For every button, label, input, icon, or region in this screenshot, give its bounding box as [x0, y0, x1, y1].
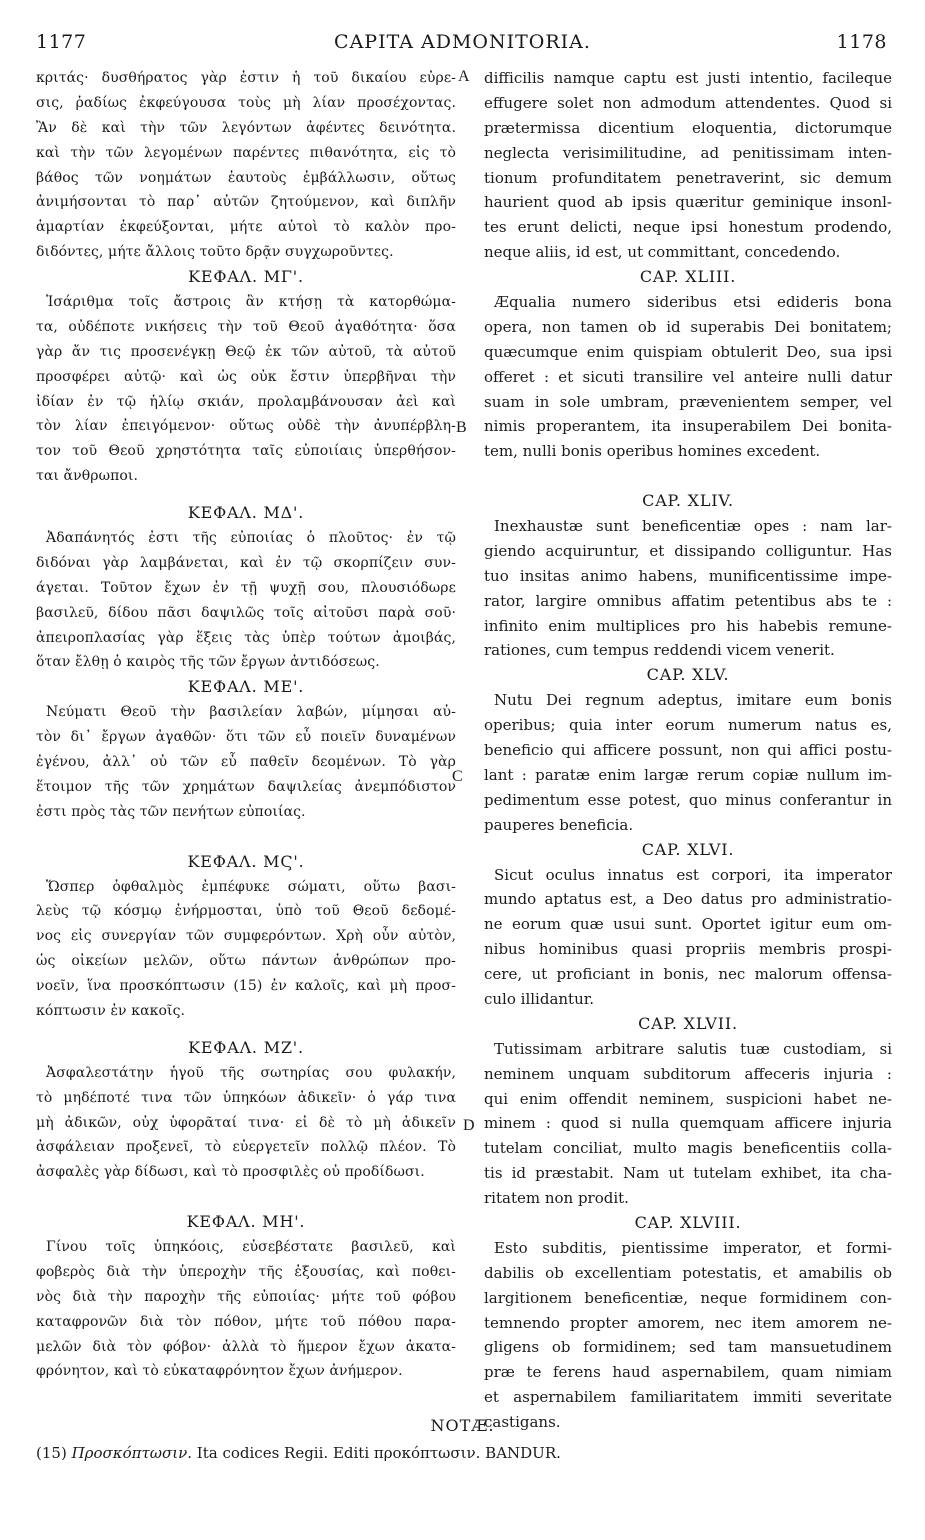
margin-marker-c: C: [452, 768, 463, 785]
page-number-left: 1177: [36, 31, 87, 53]
latin-spacer: [484, 464, 892, 489]
greek-text-line: βασιλεῦ, δίδου πᾶσι δαψιλῶς τοῖς αἰτοῦσι παρὰ σοῦ·: [36, 604, 456, 621]
greek-text-line: Νεύματι Θεοῦ τὴν βασιλείαν λαβών, μίμησαι αὐ-: [46, 704, 456, 721]
greek-text-line: ἀνιμήσονται τὸ παρ᾽ αὐτῶν ζητούμενον, καὶ διπλῆν: [36, 194, 456, 211]
latin-text-line: operibus; quia inter eorum numerum natus es,: [484, 716, 892, 735]
latin-text-line: tem, nulli bonis operibus homines excedent.: [484, 442, 821, 461]
latin-text-line: gligens ob formidinem; sed tam mansuetudinem: [484, 1338, 892, 1357]
latin-text-line: minem : quod si nulla quemquam afficere injuria: [484, 1114, 892, 1133]
greek-text-line: προσφέρει αὐτῷ· καὶ ὡς οὐκ ἔστιν ὑπερβῆναι τὴν: [36, 368, 456, 385]
latin-text-line: giendo acquiruntur, et dissipando colliguntur. Has: [484, 541, 892, 560]
latin-text-line: dabilis ob excellentiam potestatis, et amabilis ob: [484, 1263, 892, 1282]
latin-column: [484, 66, 892, 1435]
greek-text-line: διδόναι γὰρ λαμβάνεται, καὶ ἐν τῷ σκορπίζειν συν-: [36, 554, 456, 571]
greek-text-line: τὸν λίαν ἐπειγόμενον· οὕτως οὐδὲ τὴν ἀνυπέρβλη-: [36, 418, 456, 435]
greek-text-line: νος εἰς συνεργίαν τῶν συμφερόντων. Χρὴ οὖν αὐτὸν,: [36, 928, 456, 945]
latin-text-line: Tutissimam arbitrare salutis tuæ custodiam, si: [494, 1039, 892, 1058]
latin-text-line: tionum profunditatem penetraverint, sic demum: [484, 168, 892, 187]
page-number-right: 1178: [836, 31, 887, 53]
greek-chapter-heading: ΚΕΦΑΛ. ΜΔ'.: [187, 503, 305, 523]
latin-text-line: et aspernabilem familiaritatem immiti severitate: [484, 1388, 892, 1407]
latin-text-line: neminem unquam subditorum affeceris injuria :: [484, 1064, 892, 1083]
greek-spacer: [36, 825, 456, 850]
greek-text-line: καταφρονῶν διὰ τὸν πόθον, μήτε τοῦ πόθου παρα-: [36, 1313, 456, 1330]
footnote-author: BANDUR.: [485, 1444, 561, 1462]
latin-chapter-heading: CAP. XLVI.: [641, 839, 735, 859]
greek-text-line: Γίνου τοῖς ὑπηκόοις, εὐσεβέστατε βασιλεῦ, καὶ: [46, 1238, 456, 1255]
greek-text-line: Ἀσφαλεστάτην ἡγοῦ τῆς σωτηρίας σου φυλακήν,: [46, 1064, 456, 1081]
greek-text-line: τον τοῦ Θεοῦ χρηστότητα ταῖς εὐποιίαις ὑπερθήσον-: [36, 443, 456, 460]
latin-text-line: culo illidantur.: [484, 989, 595, 1008]
latin-text-line: opera, non tamen ob id superabis Dei bonitatem;: [484, 317, 892, 336]
latin-text-line: neglecta verisimilitudine, ad penitissimam inten-: [484, 143, 892, 162]
margin-marker-b: B: [456, 419, 467, 436]
greek-text-line: μὴ ἀδικῶν, οὐχ ὑφορᾶταί τινα· εἰ δὲ τὸ μὴ ἀδικεῖν: [36, 1114, 456, 1131]
latin-text-line: suam in sole umbram, prævenientem semper, vel: [484, 392, 892, 411]
latin-text-line: prætermissa dicentium eloquentia, dictorumque: [484, 118, 892, 137]
greek-text-line: λεὺς τῷ κόσμῳ ἐνήρμοσται, ὑπὸ τοῦ Θεοῦ δεδομέ-: [36, 903, 456, 920]
greek-column: [36, 66, 456, 1384]
latin-chapter-heading: CAP. XLIII.: [639, 267, 737, 287]
latin-text-line: Inexhaustæ sunt beneficentiæ opes : nam lar-: [494, 517, 892, 536]
greek-text-line: γὰρ ἄν τις προσενέγκῃ Θεῷ ἐκ τῶν αὐτοῦ, τὰ αὐτοῦ: [36, 343, 456, 360]
latin-text-line: infinito enim multiplices pro his habebis remune-: [484, 616, 892, 635]
running-title: CAPITA ADMONITORIA.: [334, 31, 591, 53]
greek-chapter-heading: ΚΕΦΑΛ. ΜΗ'.: [186, 1212, 306, 1232]
latin-text-line: offeret : et sicuti transilire vel anteire nulli datur: [484, 367, 892, 386]
greek-text-line: τα, οὐδέποτε νικήσεις τὴν τοῦ Θεοῦ ἀγαθότητα· ὅσα: [36, 318, 456, 335]
latin-text-line: lant : paratæ enim largæ rerum copiæ nullum im-: [484, 765, 892, 784]
greek-spacer: [36, 1185, 456, 1210]
greek-text-line: διδόντες, μήτε ἄλλοις τοῦτο δρᾷν συγχωροῦντες.: [36, 244, 394, 261]
greek-text-line: Ἀδαπάνητός ἐστι τῆς εὐποιίας ὁ πλοῦτος· ἐν τῷ: [46, 530, 456, 547]
footnote-15: [36, 1444, 561, 1462]
latin-text-line: Esto subditis, pientissime imperator, et formi-: [494, 1238, 892, 1257]
greek-text-line: ἀσφαλὲς γὰρ δίδωσι, καὶ τὸ προσφιλὲς οὐ προδίδωσι.: [36, 1164, 425, 1181]
latin-text-line: largitionem beneficentiæ, neque formidinem con-: [484, 1288, 892, 1307]
latin-text-line: rationes, cum tempus reddendi vicem venerit.: [484, 641, 835, 660]
latin-chapter-heading: CAP. XLVII.: [638, 1013, 738, 1033]
greek-text-line: ἰδίαν ἐν τῷ ἡλίῳ σκιάν, προλαμβάνουσαν ἀεὶ καὶ: [36, 393, 456, 410]
greek-text-line: ἕτοιμον τῆς τῶν χρημάτων δαψιλείας ἀνεμπόδιστον: [36, 778, 456, 795]
greek-chapter-heading: ΚΕΦΑΛ. ΜΕ'.: [187, 677, 305, 697]
greek-chapter-heading: ΚΕΦΑΛ. ΜΓ'.: [188, 267, 304, 287]
greek-text-line: ὅταν ἔλθῃ ὁ καιρὸς τῆς τῶν ἔργων ἀντιδόσεως.: [36, 654, 380, 671]
latin-text-line: tutelam conciliat, multo magis beneficentiis colla-: [484, 1139, 892, 1158]
greek-text-line: φρόνητον, καὶ τὸ εὐκαταφρόνητον ἔχων ἀνήμερον.: [36, 1363, 403, 1380]
greek-text-line: ἐγένου, ἀλλ᾽ οὐ τῶν εὖ παθεῖν δεομένων. Τὸ γὰρ: [36, 754, 456, 771]
latin-text-line: temnendo propter amorem, nec item amorem ne-: [484, 1313, 892, 1332]
latin-text-line: cere, ut proficiant in bonis, nec malorum offensa-: [484, 965, 892, 984]
latin-text-line: pauperes beneficia.: [484, 815, 634, 834]
greek-text-line: ἁμαρτίαν ἐκφεύξονται, μήτε αὐτοὶ τὸ καλὸν προ-: [36, 219, 456, 236]
latin-text-line: difficilis namque captu est justi intentio, facileque: [484, 69, 892, 87]
latin-text-line: nimis properantem, ita insuperabilem Dei bonita-: [484, 417, 892, 436]
greek-text-line: νοεῖν, ἵνα προσκόπτωσιν (15) ἐν καλοῖς, καὶ μὴ προσ-: [36, 978, 456, 995]
latin-chapter-heading: CAP. XLVIII.: [634, 1212, 742, 1232]
latin-text-line: ne eorum quæ usui sunt. Oportet igitur eum om-: [484, 915, 892, 934]
latin-text-line: castigans.: [484, 1413, 561, 1432]
greek-text-line: τὸν δι᾽ ἔργων ἀγαθῶν· ὅτι τῶν εὖ ποιεῖν δυναμένων: [36, 729, 456, 746]
greek-text-line: ὡς οἰκείων μελῶν, οὕτω πάντων ἀνθρώπων προ-: [36, 953, 456, 970]
greek-spacer: [36, 1024, 456, 1036]
latin-text-line: qui enim offendit neminem, suspicioni habet ne-: [484, 1089, 892, 1108]
latin-text-line: tuo insitas animo habens, munificentissime impe-: [484, 566, 892, 585]
footnote-lemma: Προσκόπτωσιν.: [71, 1444, 193, 1462]
latin-text-line: præ te ferens haud aspernabilem, quam nimiam: [484, 1363, 892, 1382]
greek-text-line: κριτάς· δυσθήρατος γὰρ ἐστιν ἡ τοῦ δικαίου εὐρε-: [36, 70, 456, 86]
latin-text-line: Æqualia numero sideribus etsi edideris bona: [494, 293, 892, 312]
greek-text-line: ἀσφάλειαν προξενεῖ, τὸ εὐεργετεῖν πολλῷ πλέον. Τὸ: [36, 1139, 456, 1156]
greek-text-line: άγεται. Τοῦτον ἔχων ἐν τῇ ψυχῇ σου, πλουσιόδωρε: [36, 579, 456, 596]
greek-text-line: φοβερὸς διὰ τὴν ὑπεροχὴν τῆς ἐξουσίας, καὶ ποθει-: [36, 1263, 456, 1280]
greek-text-line: ται ἄνθρωποι.: [36, 468, 139, 485]
margin-marker-d: D: [463, 1117, 475, 1134]
latin-chapter-heading: CAP. XLIV.: [642, 491, 734, 511]
latin-text-line: haurient quod ab ipsis quæritur geminique insonl-: [484, 193, 892, 212]
latin-text-line: tes erunt delicti, neque ipsi honestum prodendo,: [484, 218, 892, 237]
notes-heading: NOTÆ.: [430, 1416, 495, 1435]
latin-text-line: Nutu Dei regnum adeptus, imitare eum bonis: [494, 691, 892, 710]
footnote-body: Ita codices Regii. Editi προκόπτωσιν.: [196, 1444, 486, 1462]
greek-text-line: καὶ τὴν τῶν λεγομένων παρέντες πιθανότητα, εἰς τὸ: [36, 144, 456, 161]
greek-text-line: σις, ῥαδίως ἐκφεύγουσα τοὺς μὴ λίαν προσέχοντας.: [36, 94, 456, 111]
greek-text-line: βάθος τῶν νοημάτων ἑαυτοὺς ἐμβάλλωσιν, οὕτως: [36, 169, 456, 186]
greek-text-line: μελῶν διὰ τὸν φόβον· ἀλλὰ τὸ ἥμερον ἔχων ἀκατα-: [36, 1338, 456, 1355]
greek-text-line: ἀπειροπλασίας γὰρ ἕξεις τὰς ὑπὲρ τούτων ἀμοιβάς,: [36, 629, 456, 646]
greek-text-line: Ὥσπερ ὀφθαλμὸς ἐμπέφυκε σώματι, οὕτω βασι-: [46, 878, 456, 895]
latin-text-line: neque aliis, id est, ut committant, concedendo.: [484, 243, 841, 262]
latin-text-line: Sicut oculus innatus est corpori, ita imperator: [494, 865, 892, 884]
greek-chapter-heading: ΚΕΦΑΛ. ΜϚ'.: [187, 851, 305, 871]
latin-text-line: beneficio qui afficere possunt, non qui affici postu-: [484, 741, 892, 760]
latin-text-line: mundo aptatus est, a Deo datus pro administratio-: [484, 890, 892, 909]
greek-text-line: ἐστι πρὸς τὰς τῶν πενήτων εὐποιίας.: [36, 803, 306, 820]
greek-text-line: νὸς διὰ τὴν παροχὴν τῆς εὐποιίας· μήτε τοῦ φόβου: [36, 1288, 456, 1305]
greek-text-line: τὸ μηδέποτέ τινα τῶν ὑπηκόων ἀδικεῖν· ὁ γάρ τινα: [36, 1089, 456, 1106]
latin-text-line: pedimentum esse potest, quo minus conferantur in: [484, 790, 892, 809]
margin-marker-a: A: [458, 68, 470, 85]
latin-chapter-heading: CAP. XLV.: [646, 665, 730, 685]
latin-text-line: ritatem non prodit.: [484, 1189, 629, 1208]
latin-text-line: quæcumque enim quispiam obtulerit Deo, sua ipsi: [484, 342, 892, 361]
latin-text-line: rator, largire omnibus affatim petentibus abs te :: [484, 591, 892, 610]
latin-text-line: tis id præstabit. Nam ut tutelam exhibet, ita cha-: [484, 1164, 892, 1183]
greek-text-line: κόπτωσιν ἐν κακοῖς.: [36, 1002, 186, 1019]
greek-text-line: Ἰσάριθμα τοῖς ἄστροις ἂν κτήσῃ τὰ κατορθώμα-: [46, 294, 456, 311]
latin-text-line: nibus hominibus quasi propriis membris prospi-: [484, 940, 892, 959]
greek-spacer: [36, 489, 456, 501]
greek-text-line: Ἂν δὲ καὶ τὴν τῶν λεγόντων ἀφέντες δεινότητα.: [36, 119, 456, 136]
greek-chapter-heading: ΚΕΦΑΛ. ΜΖ'.: [188, 1037, 304, 1057]
latin-text-line: effugere solet non admodum attendentes. Quod si: [484, 93, 892, 112]
footnote-number: (15): [36, 1444, 67, 1462]
